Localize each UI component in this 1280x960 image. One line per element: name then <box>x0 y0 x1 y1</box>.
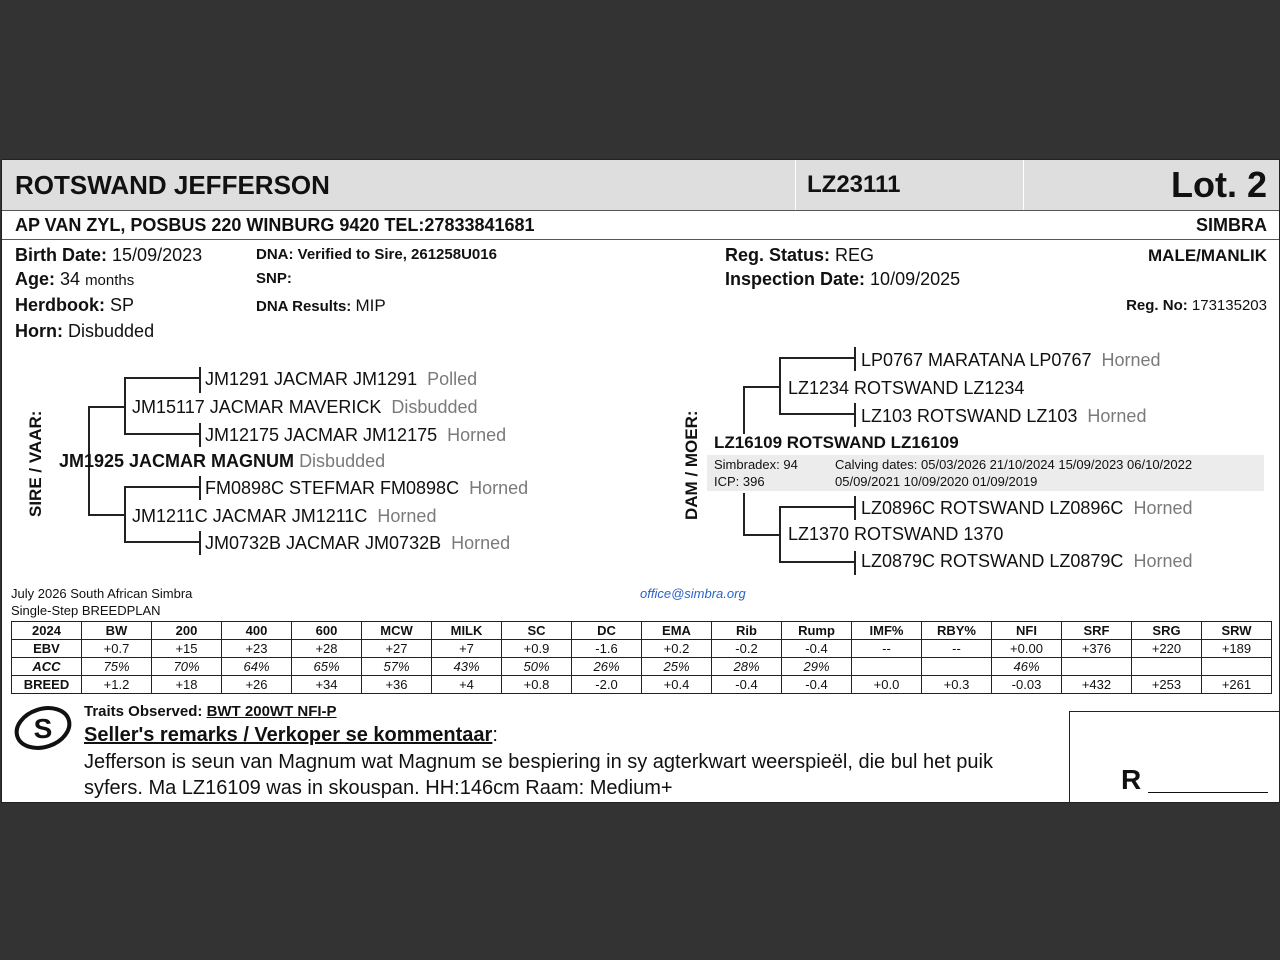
ebv-cell: +26 <box>222 676 292 694</box>
sire-dam-sire <box>205 478 528 499</box>
ebv-header-cell: 400 <box>222 622 292 640</box>
ebv-cell: +0.7 <box>82 640 152 658</box>
ebv-header-cell: NFI <box>992 622 1062 640</box>
svg-text:S: S <box>33 713 53 744</box>
age <box>15 269 134 290</box>
pedigree-line <box>854 551 856 575</box>
dam-dam: LZ1370 ROTSWAND 1370 <box>788 524 1004 544</box>
pedigree-line <box>199 476 201 500</box>
currency-label: R <box>1121 764 1142 795</box>
ebv-cell: +432 <box>1062 676 1132 694</box>
ebv-cell: +23 <box>222 640 292 658</box>
pedigree-name: JM1291 JACMAR JM1291 <box>205 369 418 389</box>
pedigree-line <box>743 534 781 536</box>
calving-dates-line2: 05/09/2021 10/09/2020 01/09/2019 <box>835 474 1038 489</box>
dam-sire-dam <box>861 406 1146 427</box>
sire-side-label: SIRE / VAAR: <box>26 410 45 517</box>
ebv-cell <box>1132 658 1202 676</box>
lot-number: Lot. 2 <box>1171 164 1267 205</box>
pedigree-line <box>124 377 126 435</box>
ebv-cell: +0.00 <box>992 640 1062 658</box>
dam-performance-box <box>707 455 1264 491</box>
pedigree-horn: Polled <box>427 369 478 389</box>
pedigree-line <box>124 486 126 543</box>
ebv-header-cell: 600 <box>292 622 362 640</box>
ebv-header-cell: MCW <box>362 622 432 640</box>
ebv-header-row <box>12 622 1272 640</box>
pedigree-line <box>854 496 856 520</box>
ebv-cell: -0.4 <box>782 676 852 694</box>
ebv-cell: 50% <box>502 658 572 676</box>
ebv-cell: +0.3 <box>922 676 992 694</box>
ebv-cell: +27 <box>362 640 432 658</box>
pedigree-horn: Disbudded <box>299 451 386 471</box>
ebv-cell: +189 <box>1202 640 1272 658</box>
ebv-row-label: ACC <box>12 658 82 676</box>
ebv-cell: +28 <box>292 640 362 658</box>
pedigree-horn: Horned <box>377 506 437 526</box>
breedplan-date: July 2026 South African Simbra <box>11 586 193 601</box>
ebv-cell: +0.0 <box>852 676 922 694</box>
ebv-cell: 26% <box>572 658 642 676</box>
pedigree-horn: Horned <box>469 478 529 498</box>
ebv-cell: +376 <box>1062 640 1132 658</box>
ebv-cell: -- <box>852 640 922 658</box>
separator <box>1023 160 1024 210</box>
dam-dam-dam <box>861 551 1193 572</box>
ebv-cell: 46% <box>992 658 1062 676</box>
inspection-date-label: Inspection Date: <box>725 269 866 289</box>
herdbook-label: Herdbook: <box>15 295 105 315</box>
ebv-header-cell: BW <box>82 622 152 640</box>
sire <box>59 451 385 472</box>
ebv-cell: 43% <box>432 658 502 676</box>
ebv-cell <box>922 658 992 676</box>
ebv-header-cell: SRG <box>1132 622 1202 640</box>
pedigree-name: FM0898C STEFMAR FM0898C <box>205 478 460 498</box>
pedigree-name: LZ0879C ROTSWAND LZ0879C <box>861 551 1124 571</box>
breedplan-type: Single-Step BREEDPLAN <box>11 603 161 618</box>
dam-name: LZ16109 ROTSWAND LZ16109 <box>714 433 959 452</box>
ebv-row <box>12 640 1272 658</box>
horn-label: Horn: <box>15 321 63 341</box>
sire-sire-sire <box>205 369 477 390</box>
title-bar <box>2 160 1279 211</box>
ebv-cell: 57% <box>362 658 432 676</box>
ebv-cell <box>1202 658 1272 676</box>
pedigree-line <box>854 403 856 427</box>
ebv-header-cell: SC <box>502 622 572 640</box>
snp-label: SNP: <box>256 270 292 287</box>
ebv-cell: +0.2 <box>642 640 712 658</box>
reg-status-label: Reg. Status: <box>725 245 831 265</box>
animal-name: ROTSWAND JEFFERSON <box>15 170 330 200</box>
ebv-cell: 65% <box>292 658 362 676</box>
pedigree-line <box>779 413 855 415</box>
sire-sire-dam <box>205 425 506 446</box>
pedigree-horn: Horned <box>1133 551 1193 571</box>
birth-date <box>15 245 202 266</box>
lot-card <box>1 159 1280 803</box>
ebv-header-cell: SRF <box>1062 622 1132 640</box>
pedigree-line <box>779 506 781 563</box>
ebv-cell: +7 <box>432 640 502 658</box>
ebv-cell: 75% <box>82 658 152 676</box>
pedigree-name: JM0732B JACMAR JM0732B <box>205 533 442 553</box>
horn-value: Disbudded <box>68 321 155 341</box>
age-value: 34 <box>60 269 81 289</box>
pedigree-line <box>199 531 201 555</box>
calving-dates-line1: Calving dates: 05/03/2026 21/10/2024 15/09/2023 06/10/2022 <box>835 457 1193 472</box>
ebv-row <box>12 676 1272 694</box>
pedigree-line <box>124 377 200 379</box>
ebv-cell: +0.9 <box>502 640 572 658</box>
ebv-cell: -0.03 <box>992 676 1062 694</box>
dna-results-label: DNA Results: <box>256 298 352 315</box>
pedigree-line <box>743 386 781 388</box>
sire-sire <box>132 397 477 418</box>
ebv-cell: -2.0 <box>572 676 642 694</box>
pedigree-line <box>88 406 126 408</box>
pedigree-line <box>779 357 781 415</box>
pedigree-horn: Horned <box>447 425 507 445</box>
sire-dam-dam <box>205 533 510 554</box>
ebv-header-cell: 200 <box>152 622 222 640</box>
simbradex: Simbradex: 94 <box>714 457 798 472</box>
reg-number-value: 173135203 <box>1191 297 1267 314</box>
ebv-cell: -- <box>922 640 992 658</box>
dna-results-value: MIP <box>355 296 386 315</box>
price-box <box>1069 711 1280 803</box>
ebv-cell: +34 <box>292 676 362 694</box>
ebv-cell: +220 <box>1132 640 1202 658</box>
inspection-date-value: 10/09/2025 <box>870 269 961 289</box>
ebv-row <box>12 658 1272 676</box>
dna-verification: DNA: Verified to Sire, 261258U016 <box>256 246 497 263</box>
ebv-cell: +36 <box>362 676 432 694</box>
ebv-table <box>11 621 1272 694</box>
pedigree-line <box>779 357 855 359</box>
ebv-cell: +1.2 <box>82 676 152 694</box>
traits-label: Traits Observed: <box>84 703 203 720</box>
pedigree-horn: Horned <box>451 533 511 553</box>
pedigree-line <box>199 367 201 393</box>
reg-number <box>1126 297 1267 314</box>
pedigree-name: LZ0896C ROTSWAND LZ0896C <box>861 498 1124 518</box>
pedigree-name: JM1925 JACMAR MAGNUM <box>59 451 295 471</box>
ebv-header-cell: Rib <box>712 622 782 640</box>
pedigree-name: JM15117 JACMAR MAVERICK <box>132 397 382 417</box>
pedigree-line <box>124 486 200 488</box>
address-bar <box>2 211 1279 240</box>
remarks-line2: syfers. Ma LZ16109 was in skouspan. HH:146cm Raam: Medium+ <box>84 777 673 799</box>
dam-dam-sire <box>861 498 1193 519</box>
sex: MALE/MANLIK <box>1148 246 1267 265</box>
horn <box>15 321 154 342</box>
pedigree-name: LP0767 MARATANA LP0767 <box>861 350 1092 370</box>
ebv-cell: -0.2 <box>712 640 782 658</box>
ebv-cell: +0.8 <box>502 676 572 694</box>
dam-sire: LZ1234 ROTSWAND LZ1234 <box>788 378 1025 398</box>
ebv-cell: -1.6 <box>572 640 642 658</box>
ebv-cell <box>852 658 922 676</box>
dam-sire-sire <box>861 350 1161 371</box>
inspection-date <box>725 269 960 290</box>
pedigree-line <box>743 386 745 434</box>
pedigree-horn: Horned <box>1087 406 1147 426</box>
ebv-header-cell: RBY% <box>922 622 992 640</box>
ebv-row-label: BREED <box>12 676 82 694</box>
ebv-cell: 70% <box>152 658 222 676</box>
pedigree-name: JM12175 JACMAR JM12175 <box>205 425 438 445</box>
remarks-heading-text: Seller's remarks / Verkoper se kommentaar <box>84 724 493 746</box>
pedigree-horn: Disbudded <box>391 397 478 417</box>
reg-status <box>725 245 874 266</box>
pedigree-name: JM1211C JACMAR JM1211C <box>132 506 368 526</box>
pedigree-line <box>124 433 200 435</box>
ebv-cell: +253 <box>1132 676 1202 694</box>
separator <box>795 160 796 210</box>
simbra-logo-icon <box>12 700 76 754</box>
email-link[interactable]: office@simbra.org <box>640 586 746 601</box>
reg-number-label: Reg. No: <box>1126 297 1188 314</box>
pedigree-line <box>743 493 745 536</box>
remarks-heading: Seller's remarks / Verkoper se kommentaar: <box>84 724 498 746</box>
reg-status-value: REG <box>835 245 875 265</box>
breed: SIMBRA <box>1196 215 1267 235</box>
pedigree-name: LZ103 ROTSWAND LZ103 <box>861 406 1078 426</box>
ebv-header-cell: DC <box>572 622 642 640</box>
herdbook <box>15 295 134 316</box>
ebv-header-cell: Rump <box>782 622 852 640</box>
ebv-row-label: EBV <box>12 640 82 658</box>
traits-observed <box>84 703 337 720</box>
herdbook-value: SP <box>110 295 135 315</box>
ebv-cell: +15 <box>152 640 222 658</box>
ebv-header-cell: EMA <box>642 622 712 640</box>
ebv-cell: 64% <box>222 658 292 676</box>
dna-results <box>256 296 386 316</box>
ebv-cell: +18 <box>152 676 222 694</box>
ebv-cell: -0.4 <box>782 640 852 658</box>
pedigree-line <box>199 423 201 447</box>
pedigree-line <box>88 514 126 516</box>
pedigree-horn: Horned <box>1133 498 1193 518</box>
age-label: Age: <box>15 269 55 289</box>
icp: ICP: 396 <box>714 474 765 489</box>
sire-dam <box>132 506 436 527</box>
ebv-header-cell: MILK <box>432 622 502 640</box>
birth-date-label: Birth Date: <box>15 245 108 265</box>
pedigree-line <box>779 561 855 563</box>
pedigree-horn: Horned <box>1101 350 1161 370</box>
ebv-header-cell: SRW <box>1202 622 1272 640</box>
ebv-cell: +0.4 <box>642 676 712 694</box>
ebv-header-cell: 2024 <box>12 622 82 640</box>
ebv-cell: 25% <box>642 658 712 676</box>
ebv-cell: -0.4 <box>712 676 782 694</box>
owner-address: AP VAN ZYL, POSBUS 220 WINBURG 9420 TEL:27833841681 <box>15 215 535 235</box>
ebv-cell: 29% <box>782 658 852 676</box>
birth-date-value: 15/09/2023 <box>112 245 203 265</box>
pedigree-line <box>854 347 856 371</box>
price-line <box>1148 792 1268 793</box>
age-unit: months <box>85 272 135 289</box>
animal-id: LZ23111 <box>807 171 901 198</box>
ebv-cell <box>1062 658 1132 676</box>
ebv-cell: +261 <box>1202 676 1272 694</box>
pedigree-line <box>124 541 200 543</box>
ebv-cell: +4 <box>432 676 502 694</box>
ebv-header-cell: IMF% <box>852 622 922 640</box>
remarks-line1: Jefferson is seun van Magnum wat Magnum se bespiering in sy agterkwart weerspieël, die bul het puik <box>84 751 993 773</box>
traits-value: BWT 200WT NFI-P <box>206 703 337 720</box>
dam-side-label: DAM / MOER: <box>682 410 701 520</box>
pedigree-line <box>779 506 855 508</box>
ebv-cell: 28% <box>712 658 782 676</box>
